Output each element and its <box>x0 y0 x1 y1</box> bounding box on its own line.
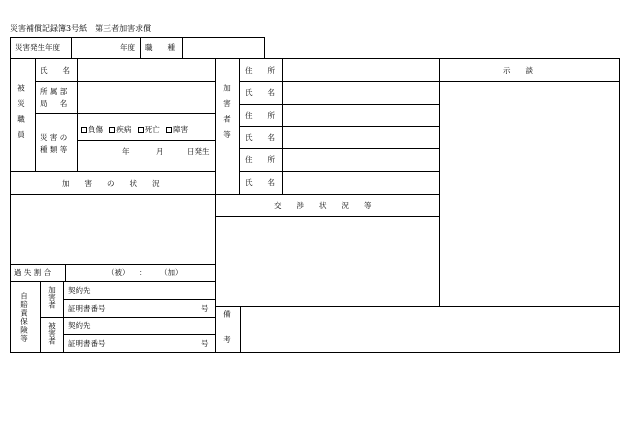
victim-side-label: 被災職員 <box>16 84 26 146</box>
fault-ratio-perpetrator: （加） <box>160 268 183 277</box>
job-label: 職 種 <box>145 43 175 52</box>
year-unit: 年度 <box>120 43 135 52</box>
perpetrator-name-1: 氏 名 <box>245 88 275 97</box>
form-title: 災害補償記録簿3号紙 第三者加害求償 <box>10 24 152 33</box>
perpetrator-name-3: 氏 名 <box>245 178 275 187</box>
date-day-unit: 日発生 <box>187 147 210 156</box>
option-illness[interactable]: 疾病 <box>109 125 131 134</box>
perpetrator-address-3: 住 所 <box>245 155 275 164</box>
checkbox-icon[interactable] <box>166 127 172 133</box>
checkbox-icon[interactable] <box>81 127 87 133</box>
perpetrator-cert-unit: 号 <box>201 304 209 313</box>
victim-cert-unit: 号 <box>201 339 209 348</box>
perpetrator-name-2: 氏 名 <box>245 133 275 142</box>
option-injury[interactable]: 負傷 <box>81 125 103 134</box>
fault-ratio-colon: ： <box>139 268 147 277</box>
remarks-label: 備考 <box>222 310 232 361</box>
victim-company-label: 契約先 <box>68 321 91 330</box>
disaster-type-label-1: 災 害 の <box>40 133 68 142</box>
date-month-unit: 月 <box>156 147 164 156</box>
victim-dept-label-1: 所 属 部 <box>40 87 68 96</box>
disaster-type-options <box>81 126 192 134</box>
perpetrator-address-1: 住 所 <box>245 66 275 75</box>
fault-ratio-victim: （被） <box>107 268 130 277</box>
checkbox-icon[interactable] <box>138 127 144 133</box>
date-year-unit: 年 <box>122 147 130 156</box>
perpetrator-company-label: 契約先 <box>68 286 91 295</box>
option-death[interactable]: 死亡 <box>138 125 160 134</box>
fault-ratio-label: 過 失 割 合 <box>14 268 52 277</box>
damage-status-label: 加 害 の 状 況 <box>62 179 160 188</box>
disaster-type-label-2: 種 類 等 <box>40 145 68 154</box>
disaster-year-label: 災害発生年度 <box>15 43 60 52</box>
perpetrator-side-label: 加害者等 <box>222 84 232 146</box>
victim-cert-label: 証明書番号 <box>68 339 106 348</box>
perpetrator-cert-label: 証明書番号 <box>68 304 106 313</box>
victim-dept-label-2: 局 名 <box>40 99 68 108</box>
checkbox-icon[interactable] <box>109 127 115 133</box>
negotiation-status-label: 交 渉 状 況 等 <box>274 201 372 210</box>
settlement-label: 示 談 <box>503 66 533 75</box>
victim-name-label: 氏 名 <box>40 66 70 75</box>
insurance-perpetrator-label: 加害者 <box>47 286 57 309</box>
insurance-victim-label: 被害者 <box>47 322 57 345</box>
perpetrator-address-2: 住 所 <box>245 111 275 120</box>
insurance-side-label: 自賠責保険等 <box>19 292 29 343</box>
option-disability[interactable]: 障害 <box>166 125 188 134</box>
